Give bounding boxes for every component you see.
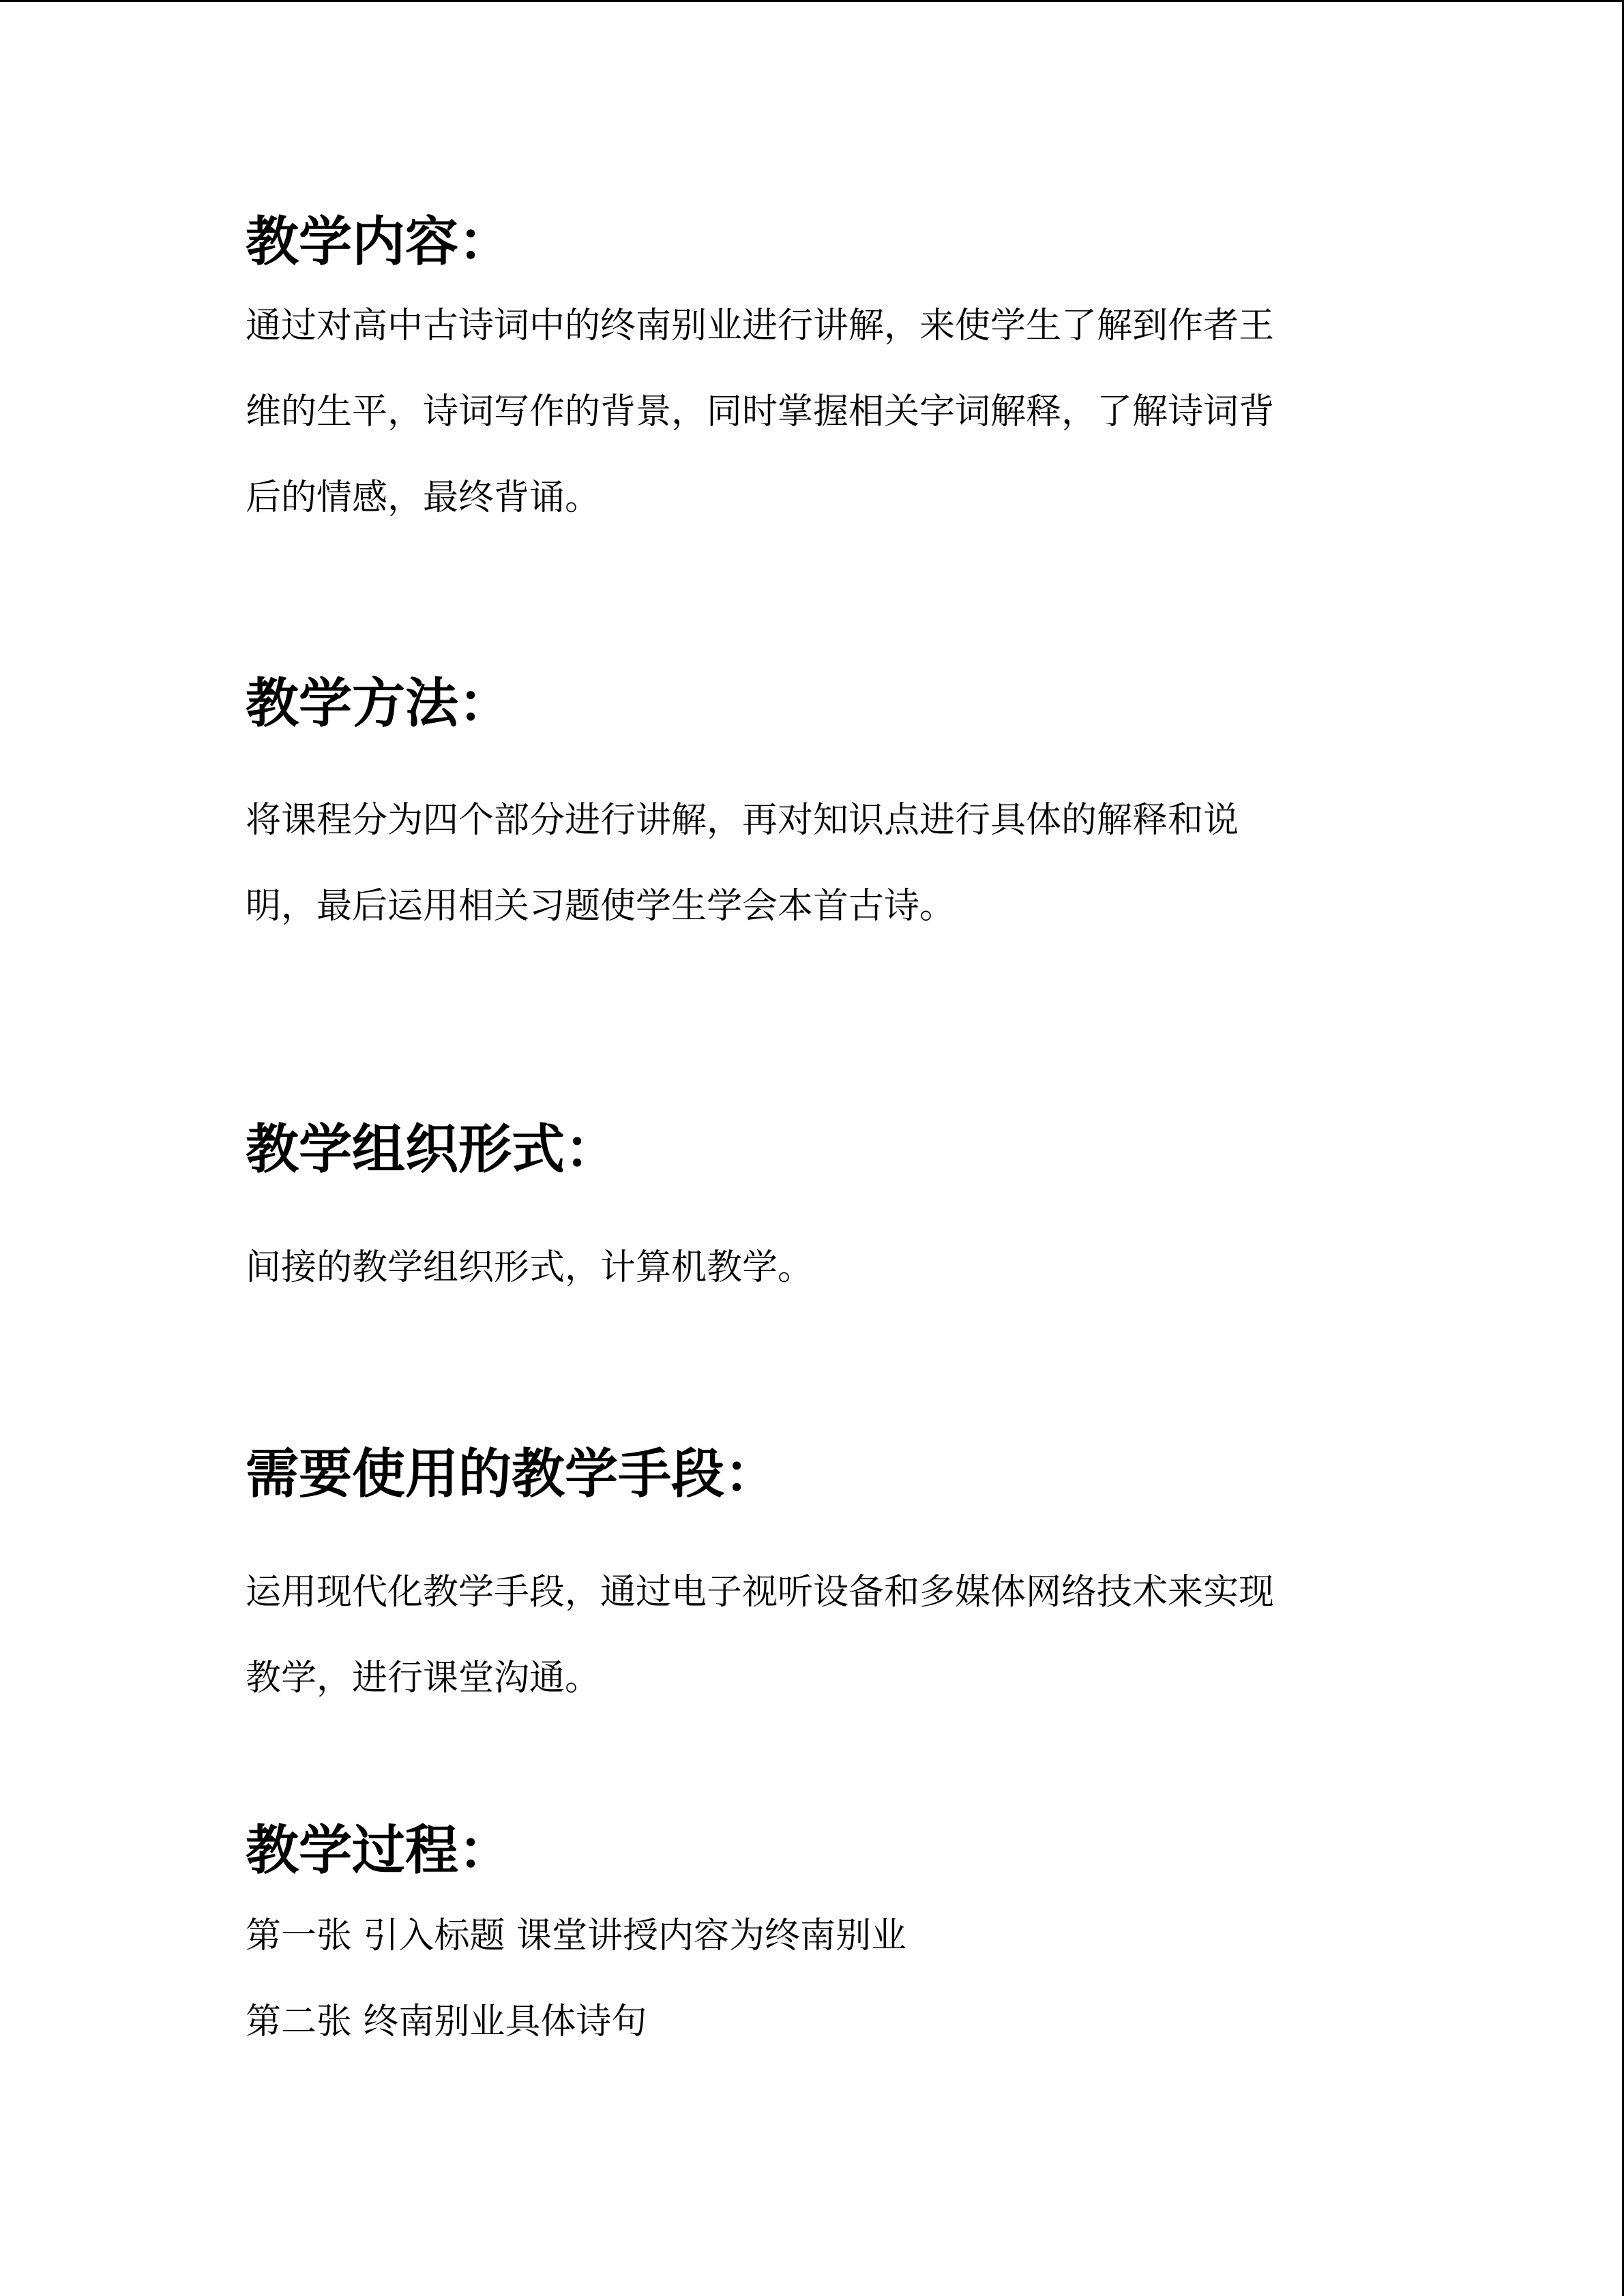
- paragraph-teaching-organization: [246, 1225, 1364, 1311]
- paragraph-teaching-means: [246, 1549, 1364, 1721]
- paragraph-teaching-method: [246, 777, 1364, 949]
- text-line: 明，最后运用相关习题使学生学会本首古诗。: [246, 886, 956, 927]
- text-line: 教学，进行课堂沟通。: [246, 1658, 601, 1699]
- text-line: 维的生平，诗词写作的背景，同时掌握相关字词解释，了解诗词背: [246, 391, 1275, 432]
- paragraph-teaching-content: [246, 283, 1364, 541]
- text-line: 后的情感，最终背诵。: [246, 477, 601, 518]
- heading-teaching-method: 教学方法：: [246, 673, 512, 734]
- text-line: 通过对高中古诗词中的终南别业进行讲解，来使学生了解到作者王: [246, 305, 1275, 346]
- text-line: 间接的教学组织形式，计算机教学。: [246, 1247, 814, 1288]
- text-line: 将课程分为四个部分进行讲解，再对知识点进行具体的解释和说: [246, 800, 1239, 841]
- text-line: 运用现代化教学手段，通过电子视听设备和多媒体网络技术来实现: [246, 1572, 1275, 1613]
- text-line: 第二张 终南别业具体诗句: [246, 2001, 647, 2042]
- heading-teaching-process: 教学过程：: [246, 1820, 512, 1881]
- heading-teaching-content: 教学内容：: [246, 211, 512, 273]
- page-border-top: [0, 0, 1624, 2]
- text-line: 第一张 引入标题 课堂讲授内容为终南别业: [246, 1915, 907, 1956]
- heading-teaching-organization: 教学组织形式：: [246, 1119, 619, 1180]
- paragraph-teaching-process: [246, 1893, 1364, 2065]
- heading-teaching-means: 需要使用的教学手段：: [246, 1444, 778, 1505]
